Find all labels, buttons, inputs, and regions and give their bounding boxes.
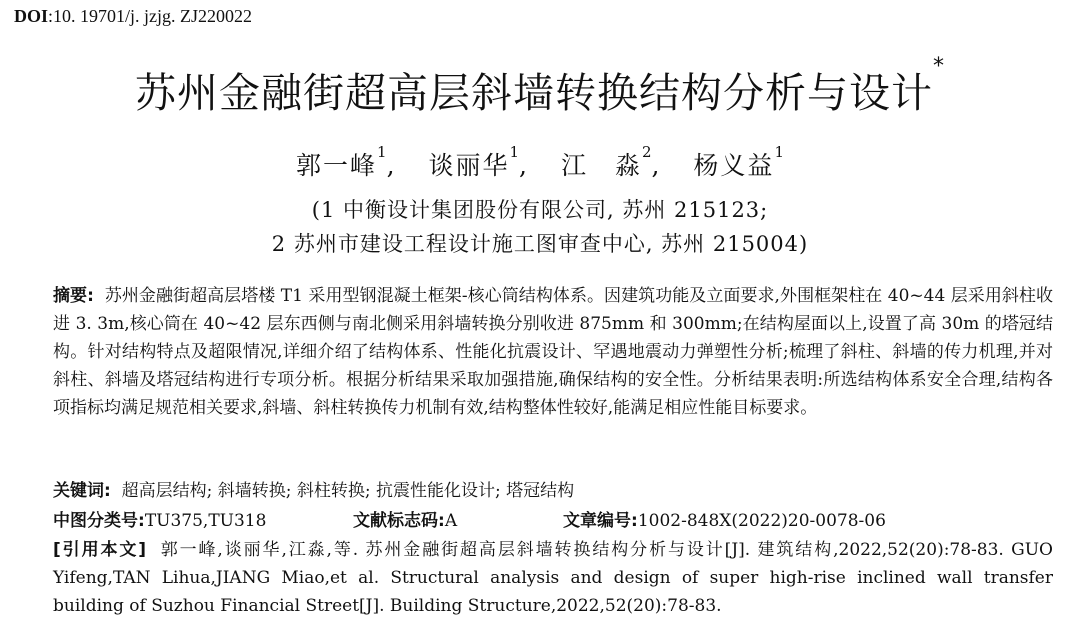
abstract-label: 摘要: (53, 286, 94, 306)
clc-value: TU375,TU318 (144, 511, 267, 531)
classification-line (53, 507, 1053, 535)
author: 郭一峰 (296, 151, 378, 180)
author-affiliation-mark: 2 (641, 143, 652, 161)
keywords-label: 关键词: (53, 481, 111, 501)
doi-value: :10. 19701/j. jzjg. ZJ220022 (48, 6, 253, 26)
affiliation-line: 2 苏州市建设工程设计施工图审查中心, 苏州 215004) (271, 232, 809, 256)
author: 江 淼 (560, 151, 642, 180)
author-affiliation-mark: 1 (774, 143, 784, 161)
author-affiliation-mark: 1 (377, 143, 387, 161)
citation-label: [引用本文] (53, 540, 147, 560)
author-list: 郭一峰$^1$, 谈丽华$^1$, 江 淼$^2$, 杨义益$^1$ (296, 143, 784, 180)
keywords (53, 477, 1053, 505)
abstract-text: 苏州金融街超高层塔楼 T1 采用型钢混凝土框架-核心筒结构体系。因建筑功能及立面要求,外围框架柱在 40~44 层采用斜柱收进 3. 3m,核心筒在 40~42 层东西侧与南北侧采用斜墙转换分别收进 875mm 和 300mm;在结构屋面以上,设置了高 30m 的塔冠结构。针对结构特点及超限情况,详细介绍了结构体系、性能化抗震设计、罕遇地震动力弹塑性分析;梳理了斜柱、斜墙的传力机理,并对斜柱、斜墙及塔冠结构进行专项分析。根据分析结果采取加强措施,确保结构的安全性。分析结果表明:所选结构体系安全合理,结构各项指标均满足规范相关要求,斜墙、斜柱转换传力机制有效,结构整体性较好,能满足相应性能目标要求。 (53, 286, 1053, 418)
author: 谈丽华 (428, 151, 510, 180)
abstract (53, 282, 1053, 422)
citation (53, 536, 1053, 620)
article-number-value: 1002-848X(2022)20-0078-06 (637, 511, 886, 531)
doc-code-label: 文献标志码: (353, 511, 445, 531)
author-affiliation-mark: 1 (509, 143, 520, 161)
author: 杨义益 (693, 151, 775, 180)
doc-code-value: A (444, 511, 458, 531)
clc-label: 中图分类号: (53, 511, 145, 531)
doi-line (14, 6, 252, 27)
paper-title-text: 苏州金融街超高层斜墙转换结构分析与设计 (135, 69, 933, 117)
citation-text: 郭一峰,谈丽华,江淼,等. 苏州金融街超高层斜墙转换结构分析与设计[J]. 建筑结构,2022,52(20):78-83. GUO Yifeng,TAN Lihua,JIANG Miao,et al. Structural analysis and design of super high-rise inclined wall transfer building of Suzhou Financial Street[J]. Building Structure,2022,52(20):78-83. (53, 540, 1053, 616)
keywords-text: 超高层结构; 斜墙转换; 斜柱转换; 抗震性能化设计; 塔冠结构 (121, 481, 575, 501)
article-number-label: 文章编号: (563, 511, 638, 531)
doi-label: DOI (14, 6, 49, 26)
paper-title (0, 54, 1080, 119)
title-footnote-mark: * (933, 54, 945, 79)
affiliation-line: (1 中衡设计集团股份有限公司, 苏州 215123; (311, 198, 769, 222)
